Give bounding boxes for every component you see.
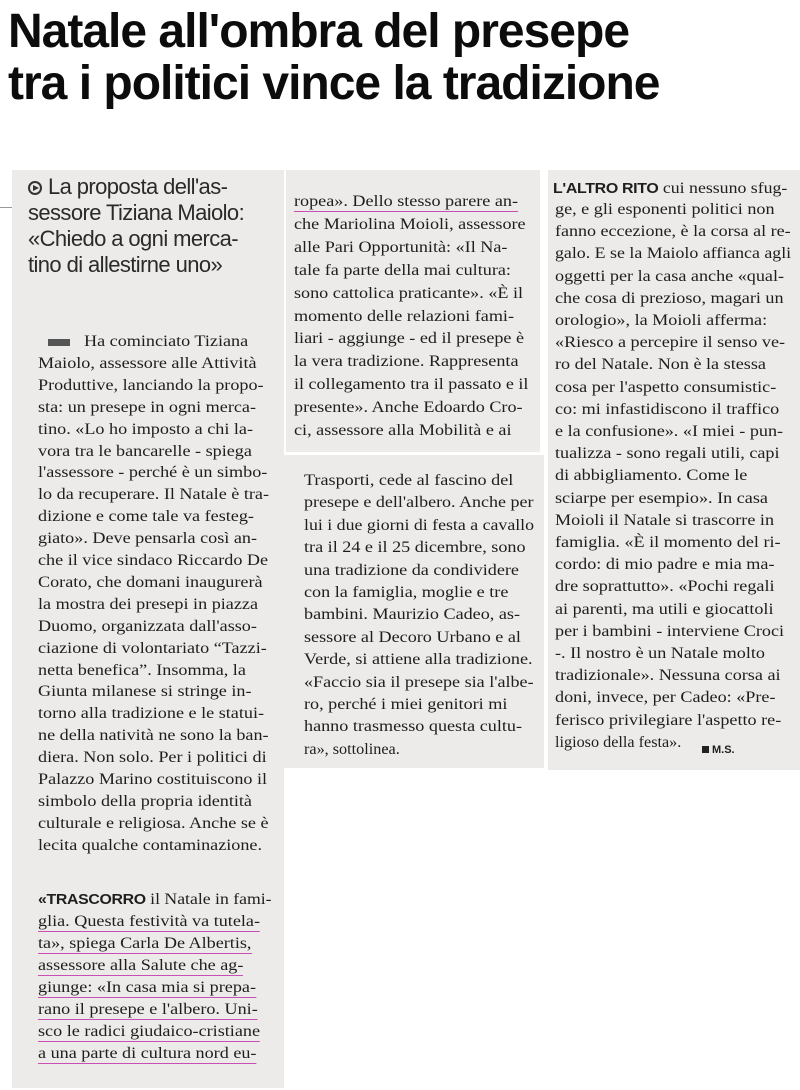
text-line: sciarpe per esempio». In casa	[555, 488, 768, 507]
text-line: tale fa parte della mai cultura:	[294, 260, 511, 279]
text-line: lecita qualche contaminazione.	[38, 835, 262, 854]
text-line: simbolo della propria identità	[38, 791, 252, 810]
text-line: momento delle relazioni fami-	[294, 306, 515, 325]
text-line: lui i due giorni di festa a cavallo	[304, 515, 535, 534]
text-line: che il vice sindaco Riccardo De	[38, 551, 269, 569]
text-line: presente». Anche Edoardo Cro-	[294, 398, 523, 417]
text-line: doni, invece, per Cadeo: «Pre-	[555, 688, 776, 707]
headline-line-2: tra i politici vince la tradizione	[8, 57, 660, 110]
text-line: tino. «Lo ho imposto a chi la-	[38, 419, 254, 438]
text-line: per i bambini - interviene Croci	[555, 621, 785, 640]
text-line: rano il presepe e l'albero. Uni-	[38, 1000, 258, 1018]
text-line: il collegamento tra il passato e il	[294, 375, 529, 394]
subhead-text-1: La proposta dell'as-	[48, 174, 228, 199]
text-line: Corato, che domani inaugurerà	[38, 572, 263, 591]
text-line: famiglia. «È il momento del ri-	[555, 533, 781, 551]
text-line: «Riesco a percepire il senso ve-	[555, 333, 786, 352]
signature	[700, 738, 735, 760]
text-line: con la famiglia, moglie e tre	[304, 583, 509, 601]
text-line: torno alla tradizione e le statui-	[38, 704, 265, 723]
text-line: co: mi infastidiscono il traffico	[555, 399, 780, 418]
text-line: ligioso della festa».	[555, 732, 682, 751]
play-circle-icon	[28, 181, 42, 195]
text-line: glia. Questa festività va tutela-	[38, 912, 261, 930]
text-line: la vera tradizione. Rappresenta	[294, 352, 519, 371]
text-line: Moioli il Natale si trascorre in	[555, 510, 775, 529]
text-line: che Mariolina Moioli, assessore	[294, 214, 526, 233]
text-line: hanno trasmesso questa cultu-	[304, 717, 523, 736]
text-line: Maiolo, assessore alle Attività	[38, 353, 257, 372]
text-line: ai parenti, ma utili e giocattoli	[555, 599, 774, 618]
text-line: giato». Deve pensarla così an-	[38, 529, 257, 548]
text-line: orologio», la Moioli afferma:	[555, 311, 768, 329]
text-line: tra il 24 e il 25 dicembre, sono	[304, 538, 526, 557]
headline-line-1: Natale all'ombra del presepe	[8, 5, 630, 58]
text-line: Palazzo Marino costituiscono il	[38, 770, 268, 788]
text-line: -. Il nostro è un Natale molto	[555, 644, 765, 662]
text-line: vora tra le bancarelle - spiega	[38, 441, 252, 460]
text-line: diera. Non solo. Per i politici di	[38, 748, 267, 767]
text-line: culturale e religiosa. Anche se è	[38, 813, 269, 832]
headline	[8, 6, 798, 110]
text-line: a una parte di cultura nord eu-	[38, 1044, 257, 1062]
text-line: presepe e dell'albero. Anche per	[304, 493, 534, 512]
column-1-kicker-line	[38, 889, 272, 910]
text-line: dre soprattutto». «Pochi regali	[555, 577, 775, 596]
text-line: ciazione di volontariato “Tazzi-	[38, 638, 267, 657]
subhead-line-3: «Chiedo a ogni merca-	[28, 226, 238, 251]
text-line: ne della natività ne sono la ban-	[38, 726, 269, 745]
text-line: Duomo, organizzata dall'asso-	[38, 616, 257, 635]
text-line: «Faccio sia il presepe sia l'albe-	[304, 672, 534, 691]
text-line: ro, perché i miei genitori mi	[304, 695, 508, 713]
text-line: ci, assessore alla Mobilità e ai	[294, 421, 512, 439]
text-line: ro del Natale. Non è la stessa	[555, 355, 766, 374]
text-line: una tradizione da condividere	[304, 560, 519, 579]
text-line: l'assessore - perché è un simbo-	[38, 463, 268, 482]
text-line: galo. E se la Maiolo affianca agli	[555, 244, 792, 263]
text-line: ferisco privilegiare l'aspetto re-	[555, 710, 782, 729]
subhead-line-1	[28, 174, 244, 200]
text-line: Trasporti, cede al fascino del	[304, 471, 514, 489]
text-line: Giunta milanese si stringe in-	[38, 682, 252, 701]
text-line: cordo: di mio padre e mia ma-	[555, 555, 775, 574]
text-line: dizione e come tale va festeg-	[38, 507, 254, 526]
end-square-icon	[702, 746, 709, 753]
text-line: Ha cominciato Tiziana	[84, 332, 249, 350]
text-line: liari - aggiunge - ed il presepe è	[294, 329, 525, 348]
text-line: bambini. Maurizio Cadeo, as-	[304, 605, 521, 624]
text-line: alle Pari Opportunità: «Il Na-	[294, 237, 508, 256]
text-line: tualizza - sono regali utili, capi	[555, 444, 780, 463]
text-line: tradizionale». Nessuna corsa ai	[555, 666, 781, 685]
text-line: assessore alla Salute che ag-	[38, 956, 244, 974]
text-line: di abbigliamento. Come le	[555, 466, 748, 485]
text-line: giunge: «In casa mia si prepa-	[38, 978, 256, 996]
kicker-altro-rito: L'ALTRO RITO	[553, 181, 659, 197]
subhead-line-2: sessore Tiziana Maiolo:	[28, 200, 245, 225]
column-3-kicker-line	[553, 178, 787, 199]
text-line: fanno eccezione, è la corsa al re-	[555, 222, 791, 241]
text-line: ropea». Dello stesso parere an-	[294, 192, 519, 210]
text-line: la mostra dei presepi in piazza	[38, 594, 258, 613]
signature-text: M.S.	[712, 744, 735, 756]
text-line: sono cattolica praticante». «È il	[294, 283, 524, 302]
paragraph-bar-icon	[48, 339, 70, 346]
text-line: ge, e gli esponenti politici non	[555, 200, 775, 218]
text-line: ta», spiega Carla De Albertis,	[38, 934, 252, 952]
text-line: ra», sottolinea.	[304, 739, 400, 758]
text-line: sessore al Decoro Urbano e al	[304, 627, 521, 646]
kicker-rest: il Natale in fami-	[145, 890, 272, 908]
text-line: Verde, si attiene alla tradizione.	[304, 650, 533, 669]
subhead	[28, 174, 244, 278]
text-line: Produttive, lanciando la propo-	[38, 375, 264, 394]
text-line: sta: un presepe in ogni merca-	[38, 397, 256, 416]
text-line: cosa per l'aspetto consumistic-	[555, 377, 777, 396]
subhead-line-4: tino di allestirne uno»	[28, 252, 223, 277]
kicker-trascorro: «TRASCORRO	[38, 892, 146, 908]
kicker-rest-3: cui nessuno sfug-	[658, 179, 788, 197]
text-line: che cosa di prezioso, magari un	[555, 288, 784, 307]
text-line: sco le radici giudaico-cristiane	[38, 1022, 261, 1040]
text-line: lo da recuperare. Il Natale è tra-	[38, 485, 270, 504]
text-line: oggetti per la casa anche «qual-	[555, 266, 785, 285]
text-line: netta benefica”. Insomma, la	[38, 660, 246, 679]
text-line: e la confusione». «I miei - pun-	[555, 422, 784, 440]
